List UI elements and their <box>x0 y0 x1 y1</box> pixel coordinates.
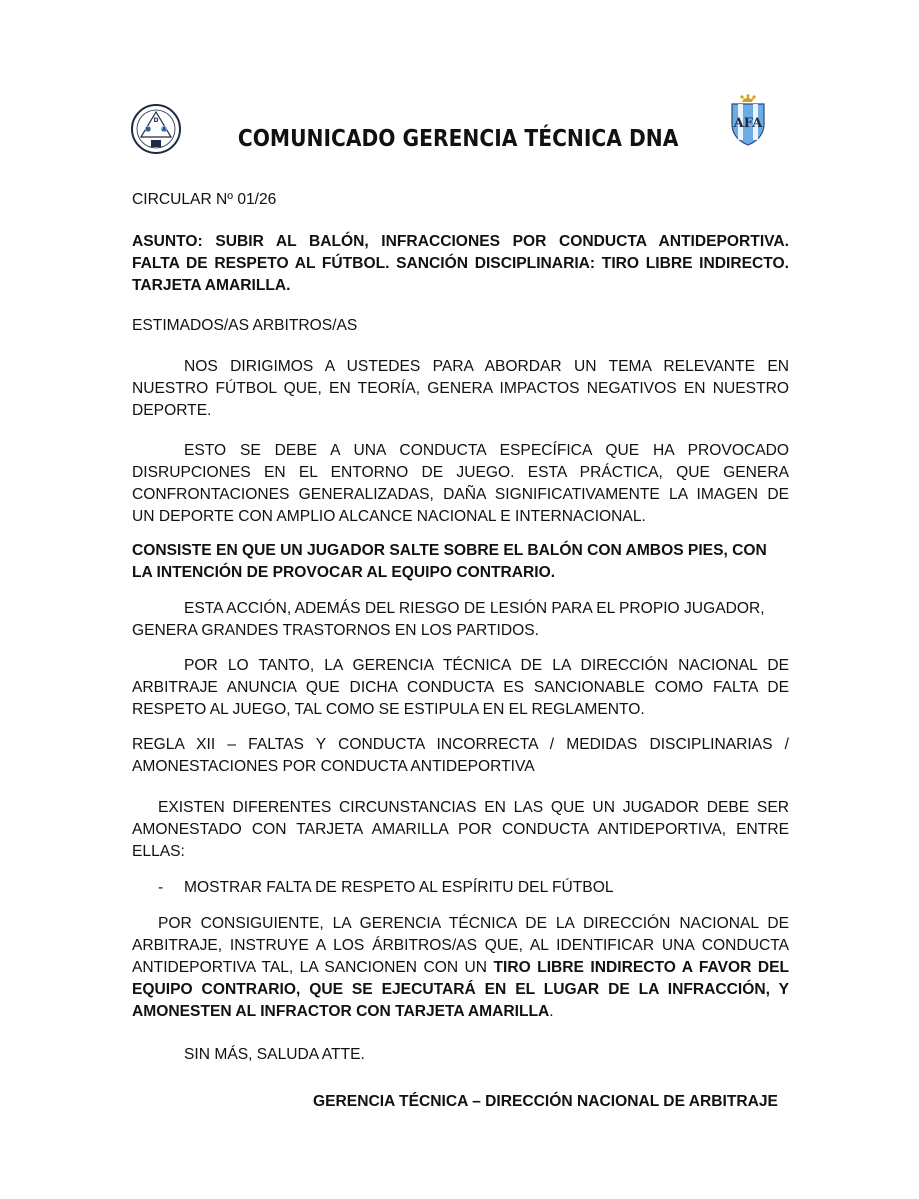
paragraph-line: POR LO TANTO, LA GERENCIA TÉCNICA DE LA DIRECCIÓN NACIONAL DE <box>184 657 789 674</box>
paragraph-line: UN DEPORTE CON AMPLIO ALCANCE NACIONAL E INTERNACIONAL. <box>132 508 646 525</box>
logo-letter-a: A <box>162 127 166 133</box>
paragraph-instruction <box>132 913 789 1023</box>
paragraph-bold-text: TIRO LIBRE INDIRECTO A FAVOR DEL <box>493 959 790 976</box>
paragraph-line: GENERA GRANDES TRASTORNOS EN LOS PARTIDOS. <box>132 622 539 639</box>
paragraph-line: REGLA XII – FALTAS Y CONDUCTA INCORRECTA / MEDIDAS DISCIPLINARIAS / <box>132 736 789 753</box>
paragraph-line: DISRUPCIONES EN EL ENTORNO DE JUEGO. ESTA PRÁCTICA, QUE GENERA <box>132 464 789 481</box>
paragraph-risk <box>132 598 789 642</box>
rule-reference <box>132 734 789 778</box>
paragraph-definition <box>132 540 789 584</box>
paragraph-line <box>132 1001 789 1023</box>
subject-line: FALTA DE RESPETO AL FÚTBOL. SANCIÓN DISCIPLINARIA: TIRO LIBRE INDIRECTO. <box>132 255 789 272</box>
paragraph-line: NOS DIRIGIMOS A USTEDES PARA ABORDAR UN TEMA RELEVANTE EN <box>184 358 789 375</box>
signature: GERENCIA TÉCNICA – DIRECCIÓN NACIONAL DE ARBITRAJE <box>313 1093 778 1110</box>
paragraph-bold-text: AMONESTEN AL INFRACTOR CON TARJETA AMARILLA <box>132 1003 550 1020</box>
paragraph-line: ARBITRAJE ANUNCIA QUE DICHA CONDUCTA ES SANCIONABLE COMO FALTA DE <box>132 679 789 696</box>
paragraph-line <box>132 957 789 979</box>
list-dash: - <box>158 879 164 896</box>
closing-line: SIN MÁS, SALUDA ATTE. <box>184 1046 365 1063</box>
circular-number: CIRCULAR Nº 01/26 <box>132 191 277 208</box>
paragraph-line: RESPETO AL JUEGO, TAL COMO SE ESTIPULA EN EL REGLAMENTO. <box>132 701 645 718</box>
paragraph-line: ELLAS: <box>132 843 185 860</box>
paragraph-intro <box>132 356 789 422</box>
afa-crest-text: AFA <box>733 116 763 131</box>
greeting: ESTIMADOS/AS ARBITROS/AS <box>132 317 358 334</box>
paragraph-line: AMONESTADO CON TARJETA AMARILLA POR CONDUCTA ANTIDEPORTIVA, ENTRE <box>132 821 789 838</box>
paragraph-line: NUESTRO FÚTBOL QUE, EN TEORÍA, GENERA IMPACTOS NEGATIVOS EN NUESTRO <box>132 380 789 397</box>
subject-line: TARJETA AMARILLA. <box>132 277 291 294</box>
paragraph-line: DEPORTE. <box>132 402 212 419</box>
paragraph-line: CONFRONTACIONES GENERALIZADAS, DAÑA SIGNIFICATIVAMENTE LA IMAGEN DE <box>132 486 789 503</box>
paragraph-line: CONSISTE EN QUE UN JUGADOR SALTE SOBRE EL BALÓN CON AMBOS PIES, CON <box>132 542 767 559</box>
paragraph-line: AMONESTACIONES POR CONDUCTA ANTIDEPORTIVA <box>132 758 535 775</box>
paragraph-line: POR CONSIGUIENTE, LA GERENCIA TÉCNICA DE LA DIRECCIÓN NACIONAL DE <box>158 915 789 932</box>
paragraph-text: ANTIDEPORTIVA TAL, LA SANCIONEN CON UN <box>132 959 494 976</box>
logo-letter-d: D <box>153 117 159 124</box>
paragraph-line: EQUIPO CONTRARIO, QUE SE EJECUTARÁ EN EL LUGAR DE LA INFRACCIÓN, Y <box>132 981 789 998</box>
subject-paragraph <box>132 231 789 297</box>
paragraph-circumstances <box>132 797 789 863</box>
paragraph-context <box>132 440 789 528</box>
subject-line: ASUNTO: SUBIR AL BALÓN, INFRACCIONES POR CONDUCTA ANTIDEPORTIVA. <box>132 233 789 250</box>
paragraph-line: ARBITRAJE, INSTRUYE A LOS ÁRBITROS/AS QUE, AL IDENTIFICAR UNA CONDUCTA <box>132 937 789 954</box>
paragraph-line: EXISTEN DIFERENTES CIRCUNSTANCIAS EN LAS QUE UN JUGADOR DEBE SER <box>158 799 789 816</box>
list-item <box>132 877 789 899</box>
paragraph-line: ESTO SE DEBE A UNA CONDUCTA ESPECÍFICA QUE HA PROVOCADO <box>184 442 789 459</box>
paragraph-line: LA INTENCIÓN DE PROVOCAR AL EQUIPO CONTRARIO. <box>132 564 556 581</box>
paragraph-announcement <box>132 655 789 721</box>
page-title: COMUNICADO GERENCIA TÉCNICA DNA <box>237 126 679 152</box>
paragraph-text: . <box>549 1003 554 1020</box>
list-item-text: MOSTRAR FALTA DE RESPETO AL ESPÍRITU DEL FÚTBOL <box>184 879 614 896</box>
logo-letter-n: N <box>145 127 151 133</box>
paragraph-line: ESTA ACCIÓN, ADEMÁS DEL RIESGO DE LESIÓN PARA EL PROPIO JUGADOR, <box>184 600 765 617</box>
